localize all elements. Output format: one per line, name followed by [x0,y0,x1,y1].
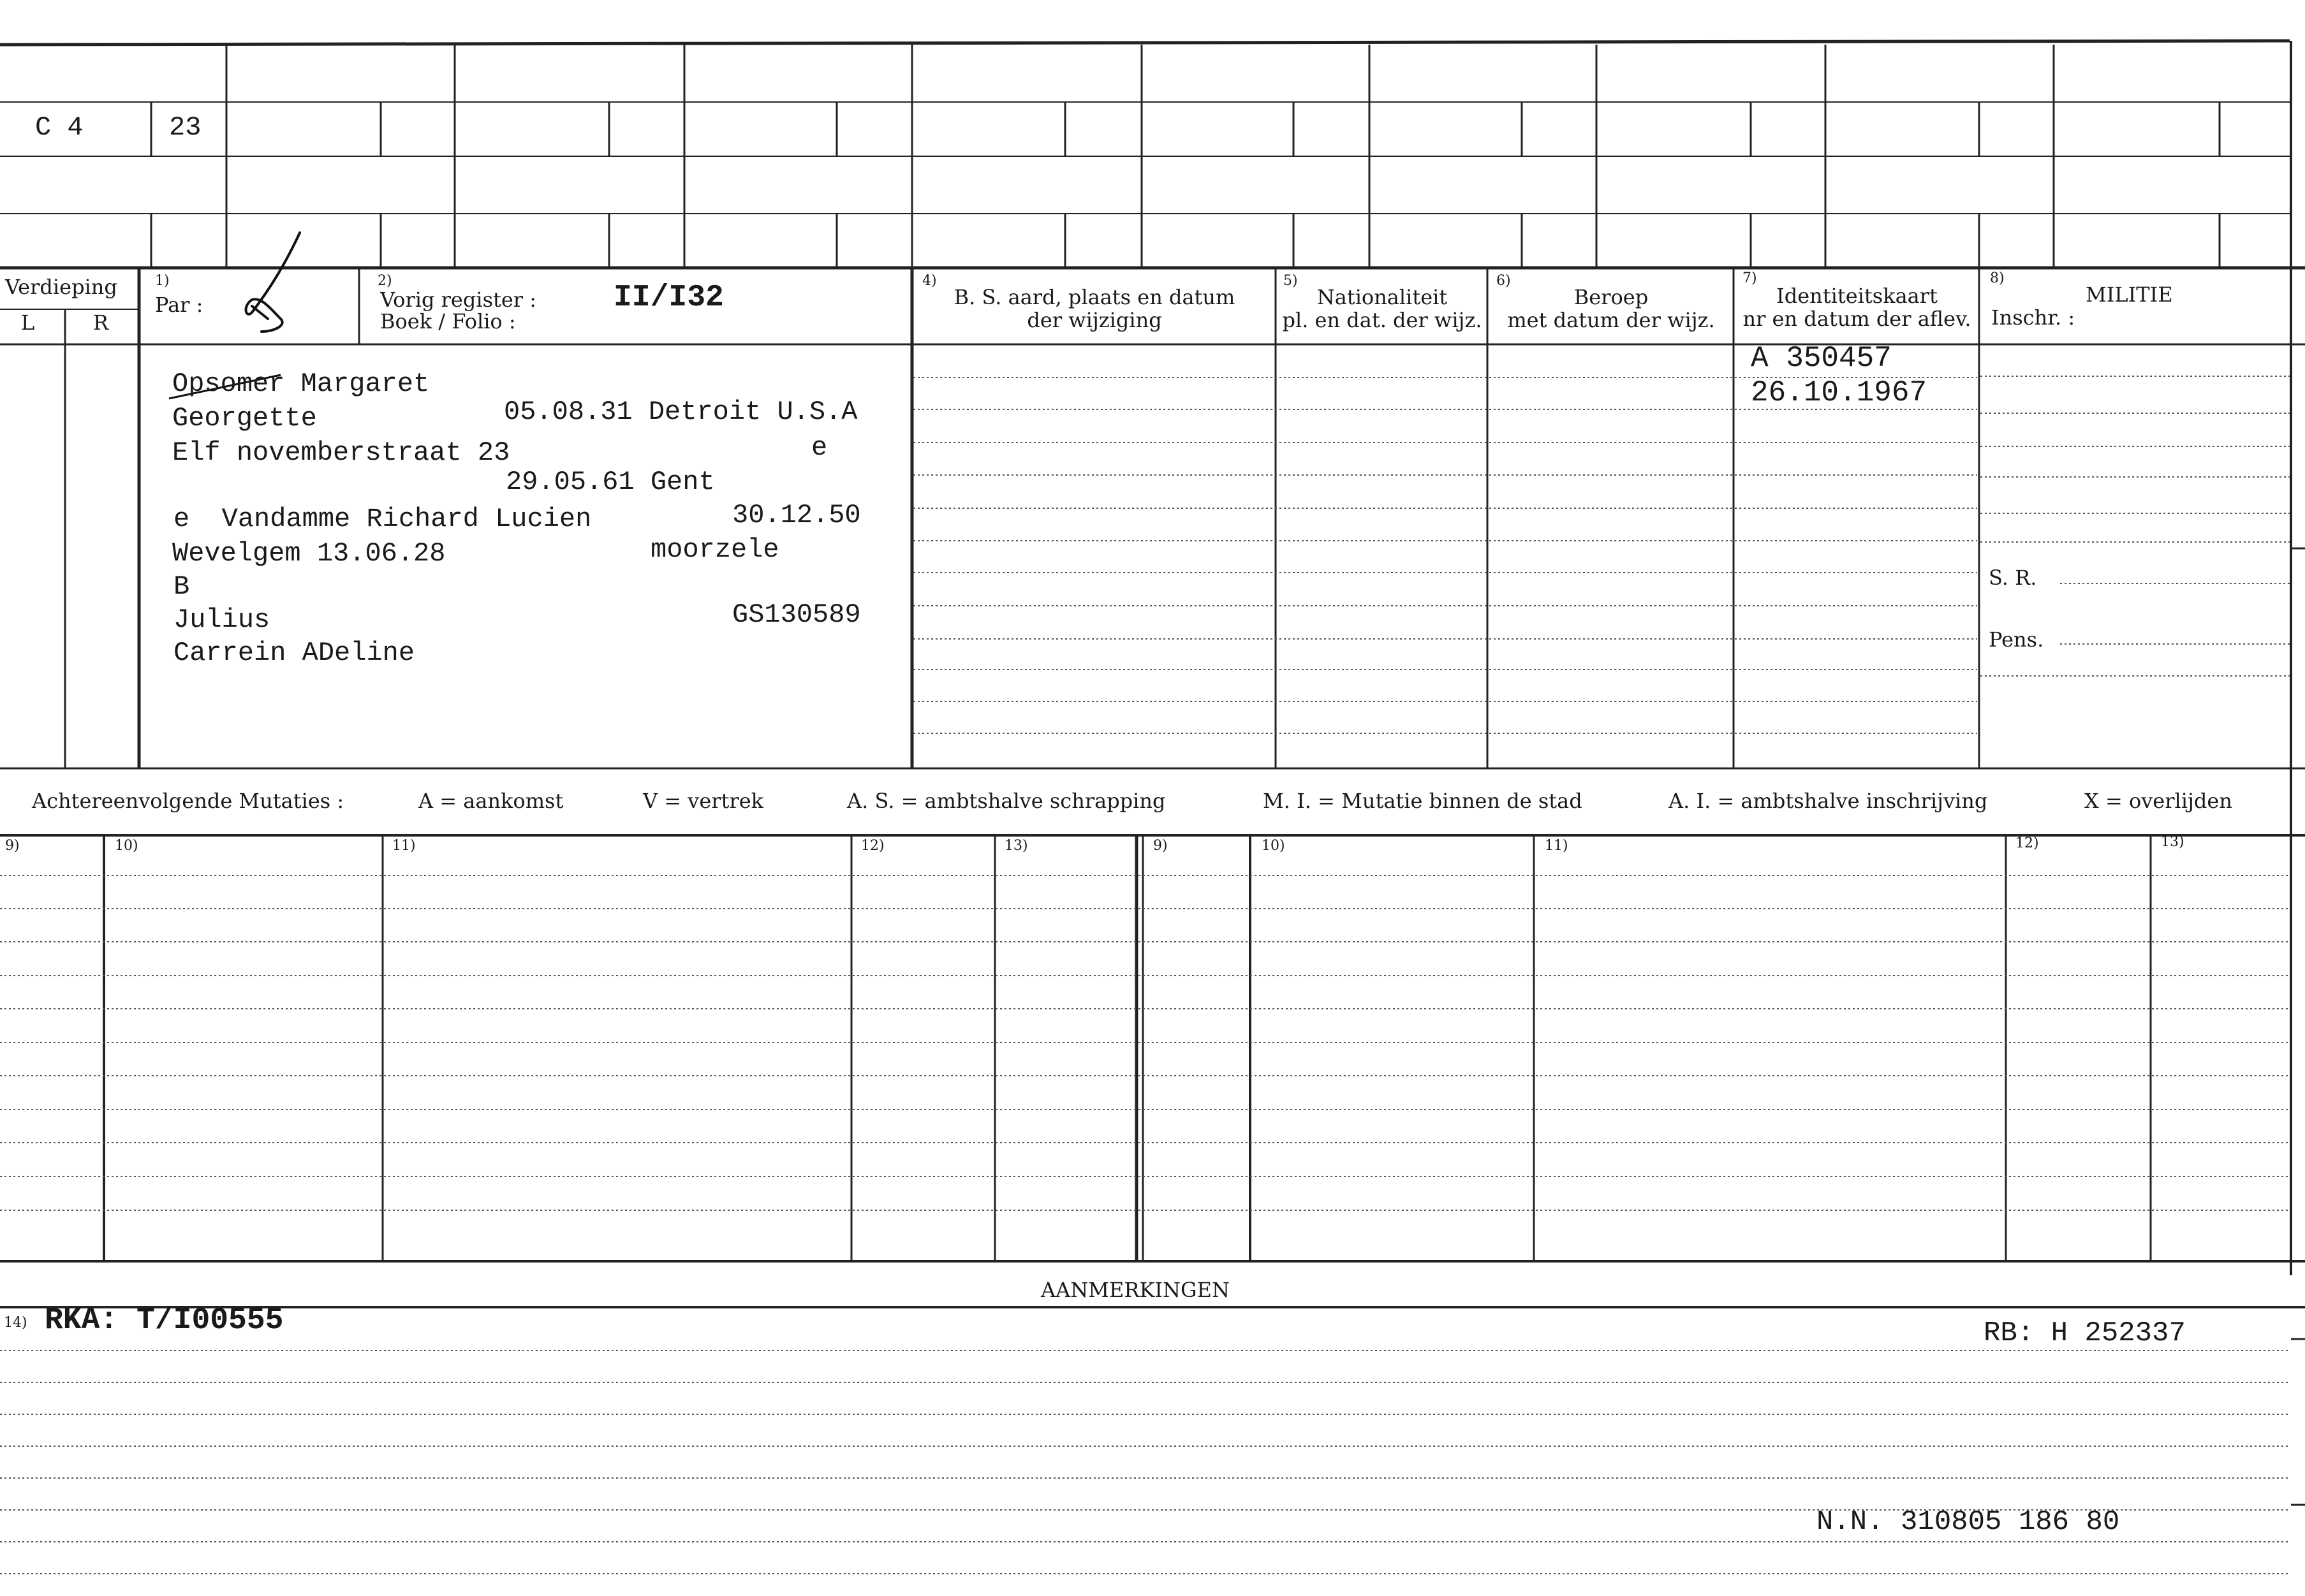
col4-number: 4) [922,273,937,289]
rka-reference: RKA: T/I00555 [45,1303,284,1338]
sr-label: S. R. [1989,566,2037,590]
lower-col-13b: 13) [2161,834,2184,850]
line-b: B [173,571,190,602]
marriage-place: moorzele [651,534,779,565]
nationaliteit-label-line1: Nationaliteit [1316,285,1448,309]
address-line: Elf novemberstraat 23 [172,437,510,468]
rb-reference: RB: H 252337 [1984,1317,2186,1349]
col1-number: 1) [155,273,170,289]
boek-folio-label: Boek / Folio : [380,309,516,333]
legend-mutatie-stad: M. I. = Mutatie binnen de stad [1263,789,1582,813]
bs-label-line1: B. S. aard, plaats en datum [954,285,1235,309]
address-mark: e [811,432,828,463]
marriage-date: 30.12.50 [732,500,861,531]
national-number: N.N. 310805 186 80 [1816,1506,2120,1538]
lower-col-12a: 12) [861,838,885,854]
lower-col-10a: 10) [115,838,138,854]
mutaties-title: Achtereenvolgende Mutaties : [32,789,344,813]
identiteitskaart-label-line2: nr en datum der aflev. [1742,307,1971,331]
lower-col-13a: 13) [1005,838,1028,854]
beroep-label-line1: Beroep [1573,285,1649,309]
legend-ambtshalve-inschrijving: A. I. = ambtshalve inschrijving [1668,789,1988,813]
vorig-register-value: II/I32 [614,281,724,315]
col8-number: 8) [1990,270,2005,286]
birth-date-place: 05.08.31 Detroit U.S.A [504,397,858,427]
legend-ambtshalve-schrapping: A. S. = ambtshalve schrapping [847,789,1166,813]
lower-col-12b: 12) [2015,835,2039,851]
lower-col-10b: 10) [1262,838,1285,854]
beroep-label-line2: met datum der wijz. [1507,308,1715,332]
pens-label: Pens. [1989,627,2044,652]
identiteitskaart-label-line1: Identiteitskaart [1776,284,1938,308]
nationaliteit-label-line2: pl. en dat. der wijz. [1282,308,1482,332]
col-r-label: R [93,311,109,335]
verdieping-label: Verdieping [5,275,117,299]
legend-vertrek: V = vertrek [643,789,764,813]
col-l-label: L [21,311,35,335]
lower-col-9a: 9) [5,838,20,854]
aanmerkingen-title: AANMERKINGEN [1041,1278,1230,1302]
spouse-birth: Wevelgem 13.06.28 [172,538,446,569]
spouse-line: e Vandamme Richard Lucien [173,504,592,534]
father-name: Julius [173,604,270,635]
firstname-line: Georgette [172,403,317,434]
par-label: Par : [155,293,203,317]
vorig-register-label: Vorig register : [380,288,537,312]
lower-col-9b: 9) [1153,838,1168,854]
id-card-number: A 350457 [1751,342,1892,375]
move-date: 29.05.61 Gent [506,467,715,497]
bs-label-line2: der wijziging [1027,308,1162,332]
reference-code: GS130589 [732,599,861,630]
col6-number: 6) [1496,273,1511,289]
mother-name: Carrein ADeline [173,638,415,668]
row-number: 23 [169,112,202,143]
id-card-date: 26.10.1967 [1751,376,1927,409]
col2-number: 2) [378,273,392,289]
row-code: C 4 [35,112,84,143]
inschr-label: Inschr. : [1991,305,2075,330]
lower-col-11b: 11) [1545,838,1568,854]
legend-aankomst: A = aankomst [418,789,564,813]
legend-overlijden: X = overlijden [2084,789,2232,813]
surname-line: Opsomer Margaret [172,369,430,399]
remarks-number: 14) [4,1315,27,1331]
militie-label: MILITIE [2086,282,2173,307]
signature-mark [246,233,300,332]
lower-col-11a: 11) [392,838,416,854]
col5-number: 5) [1283,273,1298,289]
col7-number: 7) [1742,270,1757,286]
